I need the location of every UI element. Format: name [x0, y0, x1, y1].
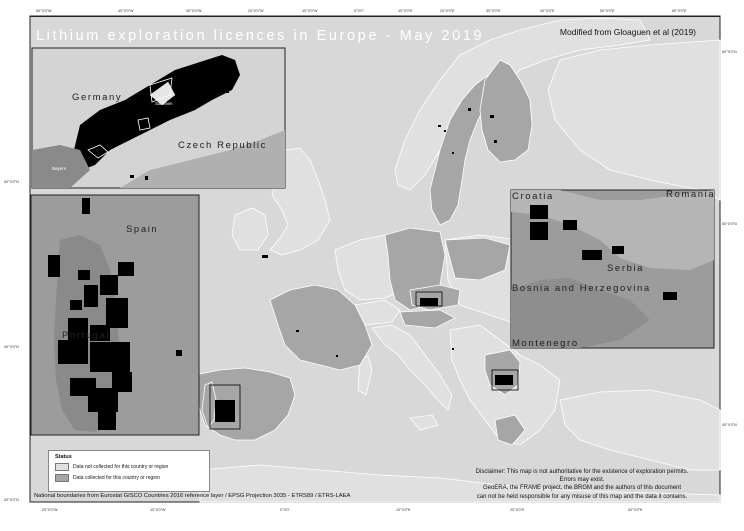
label-bayern: Bayern	[52, 166, 67, 171]
legend-item-collected	[55, 474, 160, 482]
graticule-bottom-3: 10°0'0"E	[396, 508, 411, 512]
label-czech-republic: Czech Republic	[178, 140, 267, 151]
label-spain: Spain	[126, 224, 159, 235]
graticule-left-0: 50°0'0"N	[4, 180, 19, 184]
label-montenegro: Montenegro	[512, 338, 579, 349]
graticule-left-2: 30°0'0"N	[4, 498, 19, 502]
graticule-top-5: 0°0'0"	[354, 9, 364, 13]
graticule-top-2: 30°0'0"W	[186, 9, 202, 13]
top-rule	[30, 16, 720, 17]
inset-germany-czech	[32, 48, 285, 188]
graticule-top-11: 60°0'0"E	[672, 9, 687, 13]
graticule-right-2: 40°0'0"N	[722, 423, 737, 427]
graticule-right-1: 50°0'0"N	[722, 222, 737, 226]
graticule-right-0: 60°0'0"N	[722, 50, 737, 54]
footer-source: National boundaries from Eurostat GISCO Countries 2016 reference layer / EPSG Projection 3035 - ETRS89 / ETRS-LAEA	[34, 493, 351, 499]
graticule-top-4: 10°0'0"W	[302, 9, 318, 13]
disclaimer-line-2: Errors may exist.	[559, 477, 605, 484]
legend-label-not-collected: Data not collected for this country or region	[73, 464, 169, 470]
graticule-left-1: 40°0'0"N	[4, 345, 19, 349]
graticule-bottom-4: 20°0'0"E	[510, 508, 525, 512]
disclaimer-line-3: GeoERA, the FRAME project, the BRGM and the authors of this document	[482, 485, 682, 492]
graticule-top-7: 20°0'0"E	[440, 9, 455, 13]
label-germany: Germany	[72, 92, 123, 103]
map-title: Lithium exploration licences in Europe - May 2019	[36, 28, 485, 44]
graticule-top-0: 50°0'0"W	[36, 9, 52, 13]
graticule-top-10: 50°0'0"E	[600, 9, 615, 13]
graticule-bottom-2: 0°0'0"	[280, 508, 290, 512]
graticule-bottom-0: 20°0'0"W	[42, 508, 58, 512]
graticule-bottom-1: 10°0'0"W	[150, 508, 166, 512]
legend-title: Status	[55, 454, 72, 460]
disclaimer-line-4: can not be held responsible for any misuse of this map and the data it contains.	[476, 493, 688, 500]
graticule-top-6: 10°0'0"E	[398, 9, 413, 13]
map-legend	[48, 450, 210, 492]
graticule-top-1: 40°0'0"W	[118, 9, 134, 13]
label-bosnia: Bosnia and Herzegovina	[512, 283, 651, 294]
label-portugal: Portugal	[62, 330, 111, 341]
label-sachsen: Sachsen	[155, 101, 173, 106]
disclaimer-line-1: Disclaimer: This map is not authoritative for the existence of exploration permits.	[475, 469, 689, 475]
map-credit: Modified from Gloaguen et al (2019)	[559, 27, 696, 37]
legend-swatch-collected	[55, 474, 69, 482]
graticule-top-8: 30°0'0"E	[486, 9, 501, 13]
graticule-bottom-5: 30°0'0"E	[628, 508, 643, 512]
disclaimer	[452, 468, 712, 501]
label-romania: Romania	[666, 189, 716, 200]
graticule-top-9: 40°0'0"E	[540, 9, 555, 13]
legend-label-collected: Data collected for this country or region	[73, 475, 160, 481]
label-croatia: Croatia	[512, 191, 554, 202]
legend-swatch-not-collected	[55, 463, 69, 471]
label-serbia: Serbia	[607, 263, 645, 274]
graticule-top-3: 20°0'0"W	[248, 9, 264, 13]
legend-item-not-collected	[55, 463, 168, 471]
inset-iberia	[31, 195, 199, 435]
